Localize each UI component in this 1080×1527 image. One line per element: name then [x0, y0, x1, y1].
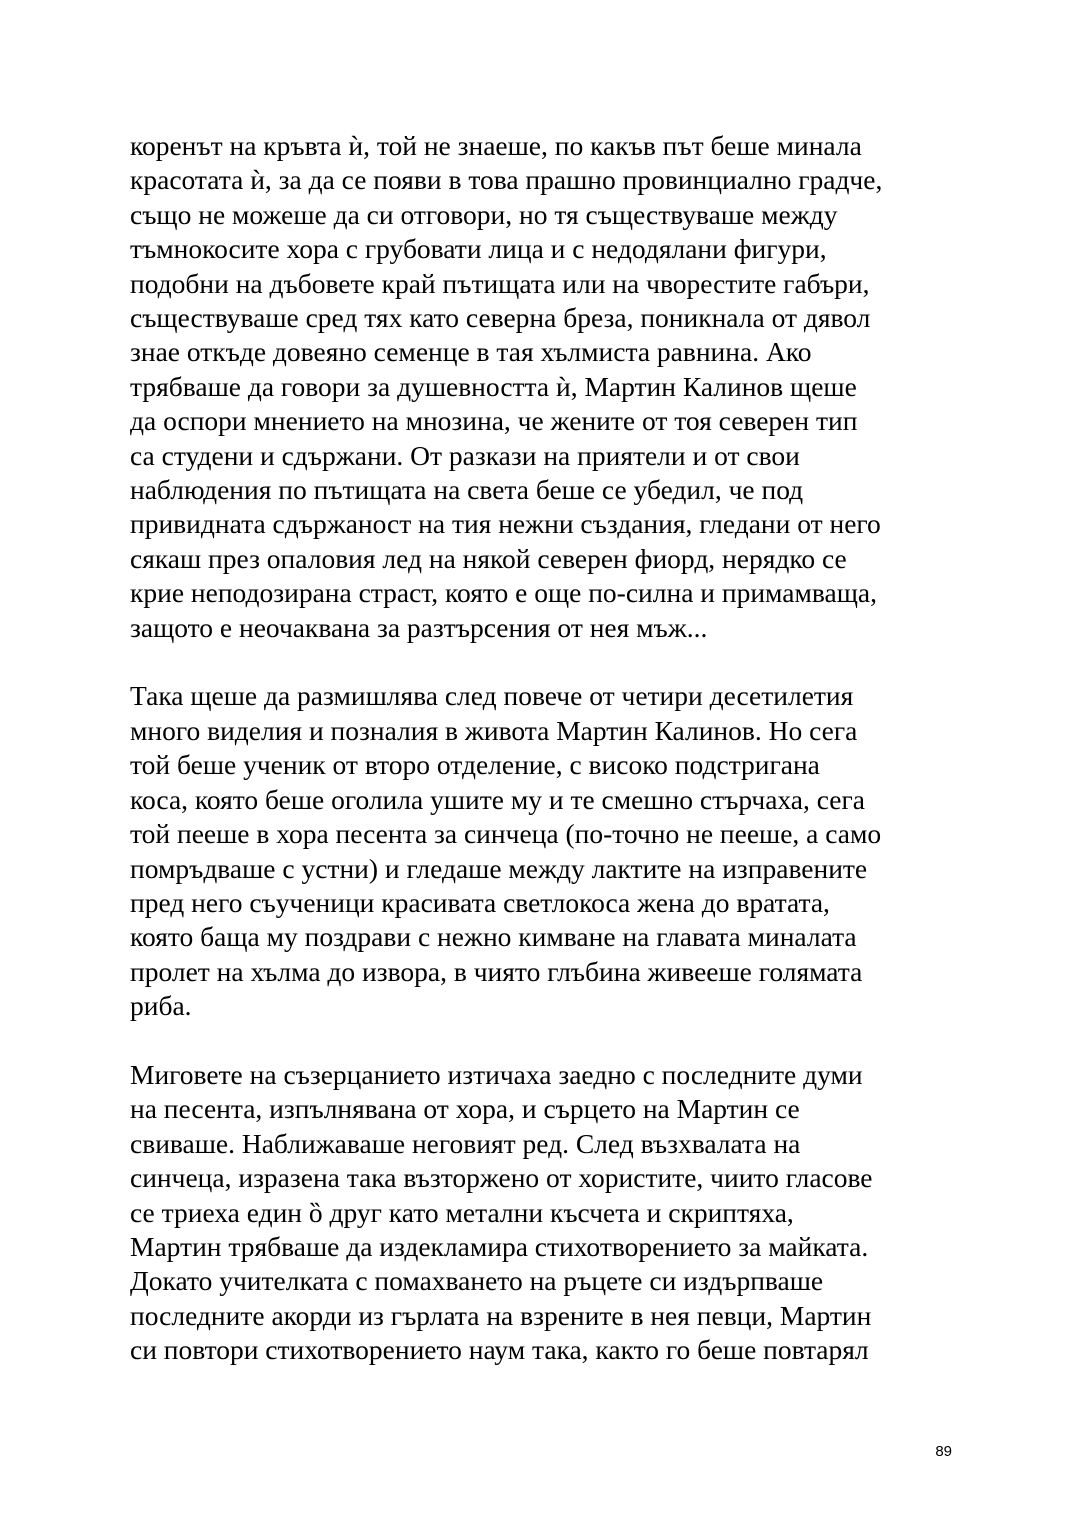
text-line: Мартин трябваше да издекламира стихотворението за майката.: [130, 1230, 869, 1262]
text-line: коренът на кръвта ѝ, той не знаеше, по какъв път беше минала: [130, 130, 862, 161]
text-line: крие неподозирана страст, която е още по-силна и примамваща,: [130, 577, 877, 609]
text-line: подобни на дъбовете край пътищата или на чворестите габъри,: [130, 267, 870, 299]
text-line: наблюдения по пътищата на света беше се убедил, че под: [130, 474, 804, 506]
text-line: да оспори мнението на мнозина, че жените от тоя северен тип: [130, 405, 858, 437]
body-text: [130, 129, 960, 1368]
paragraph: [130, 1058, 960, 1368]
text-line: синчеца, изразена така възторжено от хористите, чиито гласове: [130, 1162, 873, 1194]
text-line: са студени и сдържани. От разкази на приятели и от свои: [130, 439, 800, 471]
text-line: се триеха един ȍ друг като метални късчета и скриптяха,: [130, 1196, 794, 1228]
text-line: риба.: [130, 990, 192, 1022]
text-line: коса, която беше оголила ушите му и те смешно стърчаха, сега: [130, 783, 865, 815]
text-line: също не можеше да си отговори, но тя съществуваше между: [130, 198, 838, 230]
text-line: той беше ученик от второ отделение, с високо подстригана: [130, 749, 820, 781]
page-number: 89: [935, 1443, 952, 1460]
text-line: защото е неочаквана за разтърсения от нея мъж...: [130, 611, 708, 643]
text-line: пред него съученици красивата светлокоса жена до вратата,: [130, 886, 830, 918]
paragraph: [130, 679, 960, 1023]
text-line: Миговете на съзерцанието изтичаха заедно с последните думи: [130, 1058, 863, 1090]
text-line: много виделия и позналия в живота Мартин Калинов. Но сега: [130, 714, 858, 746]
text-line: пролет на хълма до извора, в чиято глъбина живееше голямата: [130, 955, 863, 987]
text-line: Докато учителката с помахването на ръцете си издърпваше: [130, 1265, 824, 1297]
text-line: сякаш през опаловия лед на някой северен фиорд, нерядко се: [130, 542, 847, 574]
text-line: помръдваше с устни) и гледаше между лактите на изправените: [130, 852, 868, 884]
text-line: красотата ѝ, за да се появи в това прашно провинциално градче,: [130, 164, 883, 196]
text-line: Така щеше да размишлява след повече от четири десетилетия: [130, 680, 854, 712]
paragraph: [130, 129, 960, 645]
text-line: последните акорди из гърлата на взрените в нея певци, Мартин: [130, 1299, 872, 1331]
text-line: привидната сдържаност на тия нежни създания, гледани от него: [130, 508, 881, 540]
text-line: знае откъде довеяно семенце в тая хълмиста равнина. Ако: [130, 336, 812, 368]
text-line: свиваше. Наближаваше неговият ред. След възхвалата на: [130, 1127, 801, 1159]
text-line: той пееше в хора песента за синчеца (по-точно не пееше, а само: [130, 818, 882, 850]
text-line: съществуваше сред тях като северна бреза, поникнала от дявол: [130, 302, 871, 334]
text-line: тъмнокосите хора с грубовати лица и с недодялани фигури,: [130, 233, 827, 265]
text-line: трябваше да говори за душевността ѝ, Мартин Калинов щеше: [130, 370, 857, 402]
text-line: си повтори стихотворението наум така, както го беше повтарял: [130, 1334, 869, 1366]
text-line: която баща му поздрави с нежно кимване на главата миналата: [130, 921, 857, 953]
text-line: на песента, изпълнявана от хора, и сърцето на Мартин се: [130, 1093, 800, 1125]
